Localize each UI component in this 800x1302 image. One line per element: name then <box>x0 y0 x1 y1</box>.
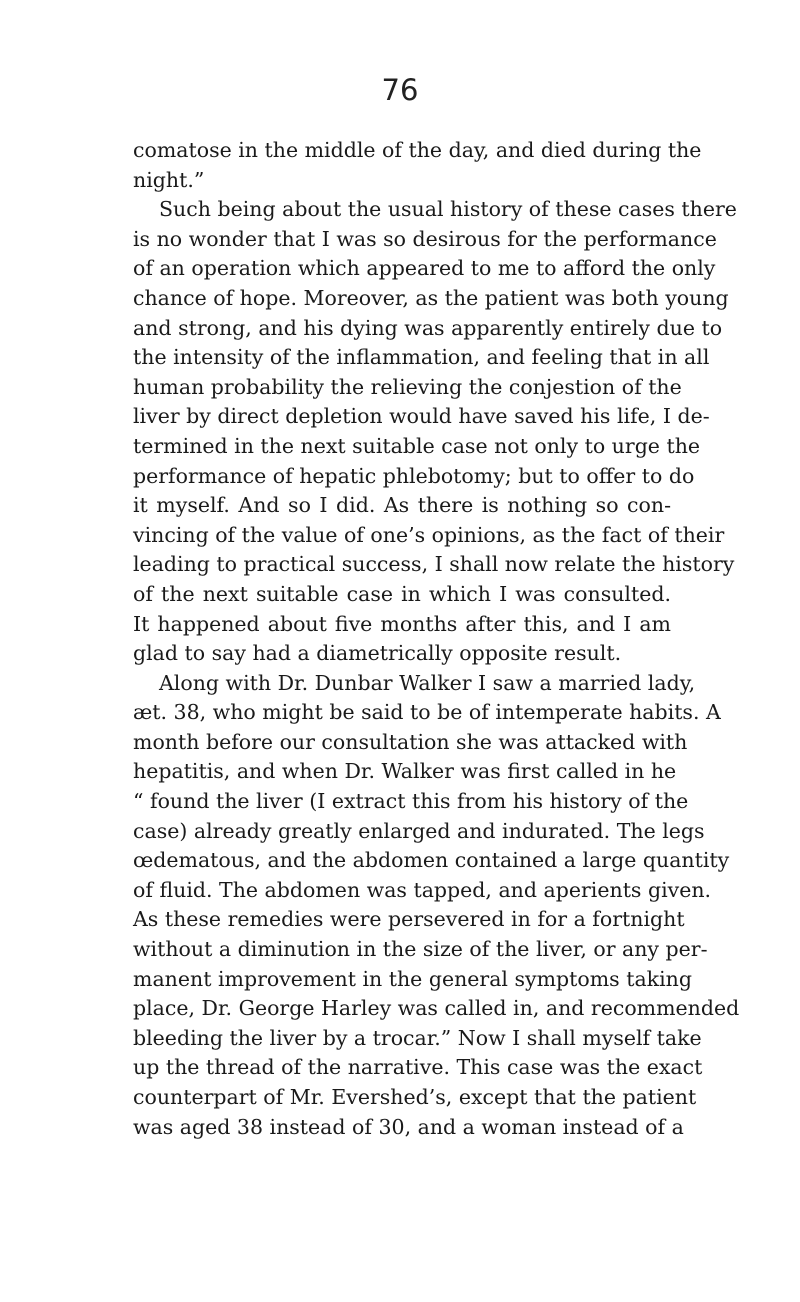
text-line: counterpart of Mr. Evershed’s, except that the patient <box>133 1085 697 1109</box>
text-line: it myself. And so I did. As there is nothing so con- <box>133 493 671 518</box>
text-line: termined in the next suitable case not only to urge the <box>133 433 701 458</box>
page-number: 76 <box>381 73 419 107</box>
text-line: hepatitis, and when Dr. Walker was first called in he <box>133 759 677 784</box>
text-line: leading to practical success, I shall now relate the history <box>133 552 735 577</box>
text-line: was aged 38 instead of 30, and a woman instead of a <box>133 1114 684 1139</box>
text-line: Along with Dr. Dunbar Walker I saw a married lady, <box>159 670 696 695</box>
text-line: It happened about five months after this, and I am <box>133 611 671 636</box>
text-line: of fluid. The abdomen was tapped, and aperients given. <box>133 877 712 902</box>
text-line: is no wonder that I was so desirous for the performance <box>133 226 717 251</box>
text-line: up the thread of the narrative. This case was the exact <box>133 1055 703 1080</box>
text-line: month before our consultation she was attacked with <box>133 729 688 754</box>
text-line: performance of hepatic phlebotomy; but to offer to do <box>133 463 695 488</box>
text-line: glad to say had a diametrically opposite result. <box>133 641 622 666</box>
text-line: of the next suitable case in which I was consulted. <box>133 581 671 606</box>
text-line: human probability the relieving the conjestion of the <box>133 374 682 399</box>
text-line: the intensity of the inflammation, and feeling that in all <box>133 345 710 370</box>
text-line: vincing of the value of one’s opinions, as the fact of their <box>133 522 725 547</box>
text-line: Such being about the usual history of these cases there <box>159 197 737 222</box>
text-line: “ found the liver (I extract this from his history of the <box>133 789 689 814</box>
text-line: chance of hope. Moreover, as the patient was both young <box>133 285 729 310</box>
text-line: comatose in the middle of the day, and died during the <box>133 138 702 162</box>
text-line: As these remedies were persevered in for a fortnight <box>133 907 685 932</box>
text-line: liver by direct depletion would have saved his life, I de- <box>133 404 710 429</box>
text-line: without a diminution in the size of the liver, or any per- <box>133 937 708 962</box>
text-line: and strong, and his dying was apparently entirely due to <box>133 315 723 340</box>
text-line: place, Dr. George Harley was called in, and recommended <box>133 996 740 1021</box>
text-line: manent improvement in the general symptoms taking <box>133 966 692 991</box>
text-line: case) already greatly enlarged and indurated. The legs <box>133 818 705 843</box>
text-line: œdematous, and the abdomen contained a large quantity <box>133 848 730 873</box>
text-line: bleeding the liver by a trocar.” Now I shall myself take <box>133 1025 702 1050</box>
text-line: of an operation which appeared to me to afford the only <box>133 256 716 281</box>
text-line: night.” <box>133 167 205 192</box>
page-body <box>133 136 740 1142</box>
text-line: æt. 38, who might be said to be of intemperate habits. A <box>133 700 721 725</box>
